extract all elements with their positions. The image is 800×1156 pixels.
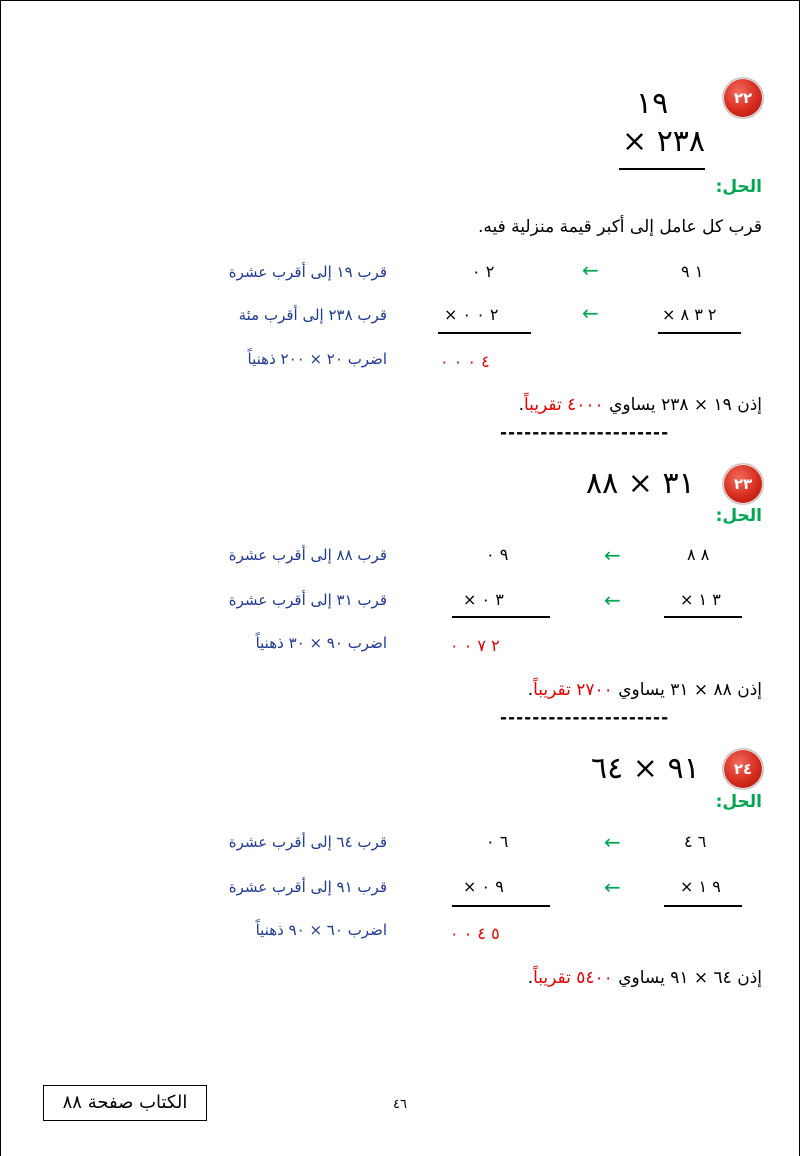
problem-22-rule [619,168,705,170]
problem-24-row2-rounded: ٩ ٠ × [463,877,504,896]
problem-24-row1-note: قرب ٦٤ إلى أقرب عشرة [228,833,387,851]
problem-23-row1-original: ٨ ٨ [687,545,710,564]
problem-22-badge: ٢٢ [722,77,764,119]
problem-22-row2-rule [658,332,741,334]
arrow-icon: ← [604,543,621,567]
problem-22-product: ٤ ٠ ٠ ٠ [440,352,490,371]
problem-24-row2-original: ٩ ١ × [680,877,721,896]
problem-22-factor-top: ١٩ [636,86,669,121]
conclusion-suffix: . [518,395,524,415]
problem-23-row2-original: ٣ ١ × [680,590,721,609]
problem-23-row1-rounded: ٩ ٠ [486,545,509,564]
problem-22-row2-rule-rounded [438,332,531,334]
problem-23-row2-rule [664,616,742,618]
book-reference-box: الكتاب صفحة ٨٨ [43,1085,207,1121]
conclusion-value: ٤٠٠٠ تقريباً [523,395,604,415]
problem-24-product: ٥ ٤ ٠ ٠ [450,924,500,943]
problem-23-row2-rounded: ٣ ٠ × [463,590,504,609]
problem-24-row1-original: ٦ ٤ [684,832,707,851]
separator: --------------------- [500,708,670,728]
problem-24-row2-rule [664,905,742,907]
arrow-icon: ← [604,875,621,899]
arrow-icon: ← [582,301,599,325]
problem-22-solution-label: الحل: [715,177,762,197]
problem-24-product-note: اضرب ٦٠ × ٩٠ ذهنياً [255,921,387,939]
problem-24-row2-note: قرب ٩١ إلى أقرب عشرة [228,878,387,896]
problem-23-row1-note: قرب ٨٨ إلى أقرب عشرة [228,546,387,564]
problem-23-product-note: اضرب ٩٠ × ٣٠ ذهنياً [255,634,387,652]
problem-22-conclusion [519,395,762,415]
problem-23-badge: ٢٣ [722,463,764,505]
conclusion-prefix: إذن ١٩ × ٢٣٨ يساوي [603,395,762,415]
separator: --------------------- [500,423,670,443]
arrow-icon: ← [582,258,599,282]
problem-22-instruction: قرب كل عامل إلى أكبر قيمة منزلية فيه. [477,217,762,237]
problem-24-row1-rounded: ٦ ٠ [486,832,509,851]
problem-24-expression: ٩١ × ٦٤ [591,751,700,786]
page-border-top [0,0,799,1]
problem-23-solution-label: الحل: [715,506,762,526]
arrow-icon: ← [604,588,621,612]
page-number: ٤٦ [393,1097,407,1112]
problem-22-row1-rounded: ٢ ٠ [472,262,495,281]
problem-23-row2-note: قرب ٣١ إلى أقرب عشرة [228,591,387,609]
problem-24-row2-rule-rounded [452,905,550,907]
problem-23-expression: ٣١ × ٨٨ [586,466,695,501]
problem-22-row1-note: قرب ١٩ إلى أقرب عشرة [228,263,387,281]
problem-24-conclusion [528,968,762,988]
conclusion-value: ٢٧٠٠ تقريباً [533,680,613,700]
problem-22-row2-rounded: ٢ ٠ ٠ × [444,305,499,324]
problem-23-row2-rule-rounded [452,616,550,618]
problem-22-product-note: اضرب ٢٠ × ٢٠٠ ذهنياً [247,350,387,368]
problem-22-row1-original: ١ ٩ [681,262,704,281]
problem-24-solution-label: الحل: [715,792,762,812]
conclusion-value: ٥٤٠٠ تقريباً [533,968,613,988]
problem-22-factor-bottom: ٢٣٨ × [622,124,706,159]
problem-22-row2-original: ٢ ٣ ٨ × [662,305,717,324]
conclusion-prefix: إذن ٨٨ × ٣١ يساوي [612,680,762,700]
conclusion-suffix: . [527,680,534,700]
conclusion-suffix: . [527,968,534,988]
problem-23-conclusion [528,680,762,700]
arrow-icon: ← [604,830,621,854]
problem-24-badge: ٢٤ [722,748,764,790]
problem-22-row2-note: قرب ٢٣٨ إلى أقرب مئة [238,306,387,324]
problem-23-product: ٢ ٧ ٠ ٠ [450,636,500,655]
conclusion-prefix: إذن ٦٤ × ٩١ يساوي [612,968,762,988]
page-border-left [0,0,1,1156]
